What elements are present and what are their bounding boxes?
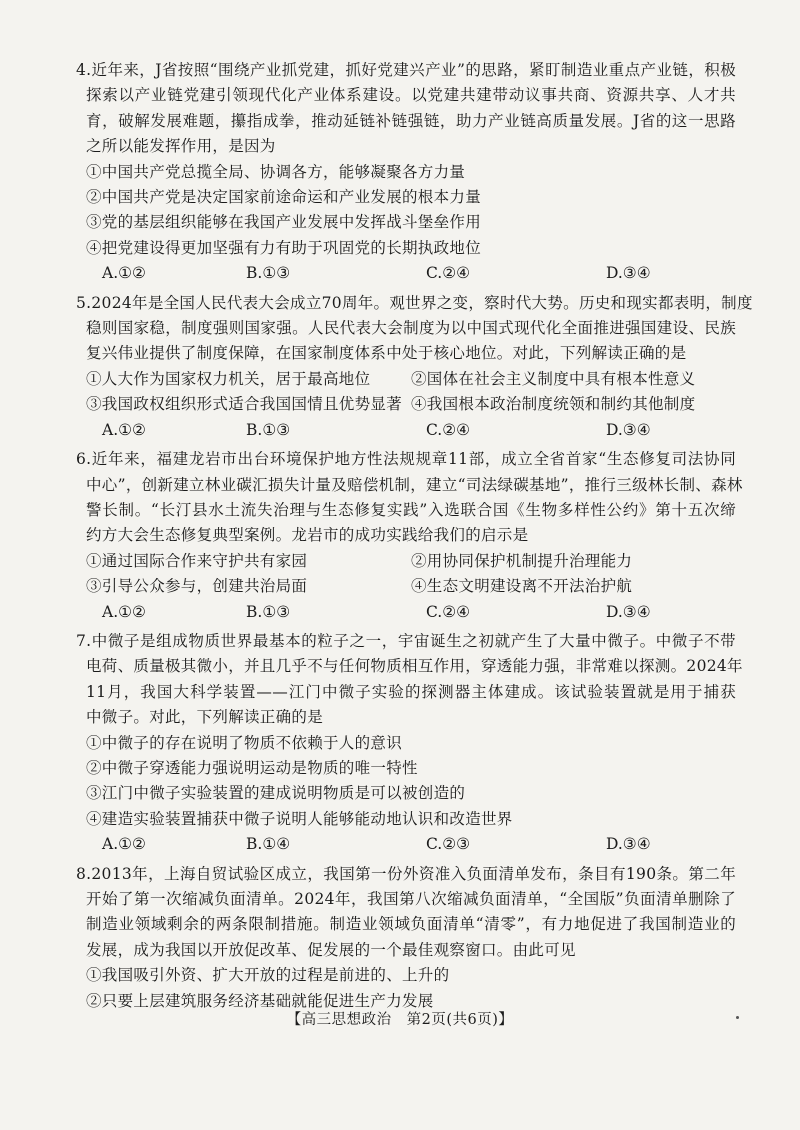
- option-item: ②中微子穿透能力强说明运动是物质的唯一特性: [86, 758, 418, 777]
- choice-a: A.①②: [102, 602, 146, 621]
- question-stem: [76, 58, 736, 160]
- choice-c: C.②④: [426, 420, 471, 439]
- option-item: ②中国共产党是决定国家前途命运和产业发展的根本力量: [86, 188, 482, 207]
- option-row: [86, 549, 736, 574]
- option-item: ③党的基层组织能够在我国产业发展中发挥战斗堡垒作用: [86, 213, 482, 232]
- option-item: ③引导公众参与，创建共治局面: [86, 577, 308, 596]
- option-item: ④把党建设得更加坚强有力有助于巩固党的长期执政地位: [86, 238, 482, 257]
- choice-d: D.③④: [606, 602, 651, 621]
- answer-choices: [86, 600, 736, 625]
- option-row: [86, 367, 736, 392]
- choice-b: B.①③: [246, 264, 291, 283]
- stem-line: 探索以产业链党建引领现代化产业体系建设。以党建共建带动议事共商、资源共享、人才共: [86, 86, 736, 105]
- choice-c: C.②④: [426, 264, 471, 283]
- option-item: ②用协同保护机制提升治理能力: [411, 551, 633, 570]
- stem-line: 中心”，创新建立林业碳汇损失计量及赔偿机制，建立“司法绿碳基地”，推行三级林长制、森林: [86, 475, 743, 494]
- option-row: [86, 574, 736, 599]
- stem-line: 11月，我国大科学装置——江门中微子实验的探测器主体建成。该试验装置就是用于捕获: [86, 682, 736, 701]
- choice-b: B.①③: [246, 420, 291, 439]
- option-item: ③江门中微子实验装置的建成说明物质是可以被创造的: [86, 784, 466, 803]
- stem-line: 制造业领域剩余的两条限制措施。制造业领域负面清单“清零”，有力地促进了我国制造业的: [86, 915, 736, 934]
- stem-line: 之所以能发挥作用，是因为: [86, 137, 276, 156]
- stem-line: 发展，成为我国以开放促改革、促发展的一个最佳观察窗口。由此可见: [86, 940, 576, 959]
- question-8: [76, 862, 736, 1014]
- option-item: ①人大作为国家权力机关，居于最高地位: [86, 369, 371, 388]
- stem-line: 开始了第一次缩减负面清单。2024年，我国第八次缩减负面清单，“全国版”负面清单删除了: [86, 890, 736, 908]
- question-7: [76, 629, 743, 858]
- question-6: [76, 447, 743, 625]
- choice-c: C.②③: [426, 835, 471, 854]
- option-item: ①中国共产党总揽全局、协调各方，能够凝聚各方力量: [86, 162, 466, 181]
- option-item: ④建造实验装置捕获中微子说明人能够能动地认识和改造世界: [86, 809, 513, 828]
- stem-line: 电荷、质量极其微小，并且几乎不与任何物质相互作用，穿透能力强，非常难以探测。2024年: [86, 657, 743, 676]
- question-4: [76, 58, 736, 287]
- stem-line: 警长制。“长汀县水土流失治理与生态修复实践”入选联合国《生物多样性公约》第十五次缔: [86, 500, 736, 519]
- stem-line: 6.近年来，福建龙岩市出台环境保护地方性法规规章11部，成立全省首家“生态修复司法协同: [76, 450, 736, 469]
- question-stem: [76, 291, 753, 367]
- stem-line: 8.2013年，上海自贸试验区成立，我国第一份外资准入负面清单发布，条目有190条。第二年: [76, 864, 736, 883]
- choice-d: D.③④: [606, 420, 651, 439]
- question-5: [76, 291, 753, 443]
- choice-b: B.①③: [246, 602, 291, 621]
- page-footer: 【高三思想政治 第2页(共6页)】: [286, 1012, 514, 1028]
- question-stem: [76, 629, 743, 731]
- choice-a: A.①②: [102, 835, 146, 854]
- stem-line: 约方大会生态修复典型案例。龙岩市的成功实践给我们的启示是: [86, 526, 529, 545]
- option-item: ③我国政权组织形式适合我国国情且优势显著: [86, 395, 403, 414]
- option-item: ④生态文明建设离不开法治护航: [411, 577, 633, 596]
- stem-line: 育，破解发展难题，攥指成拳，推动延链补链强链，助力产业链高质量发展。J省的这一思路: [86, 111, 736, 130]
- stem-line: 稳则国家稳，制度强则国家强。人民代表大会制度为以中国式现代化全面推进强国建设、民族: [86, 319, 736, 338]
- stem-line: 5.2024年是全国人民代表大会成立70周年。观世界之变，察时代大势。历史和现实都表明，制度: [76, 293, 753, 312]
- answer-choices: [86, 418, 736, 443]
- option-item: ①中微子的存在说明了物质不依赖于人的意识: [86, 733, 403, 752]
- stem-line: 中微子。对此，下列解读正确的是: [86, 708, 324, 727]
- scan-mark: [736, 1016, 739, 1019]
- question-stem: [76, 862, 736, 964]
- answer-choices: [86, 261, 736, 286]
- stem-line: 4.近年来，J省按照“围绕产业抓党建，抓好党建兴产业”的思路，紧盯制造业重点产业链，积极: [76, 61, 736, 79]
- option-item: ②只要上层建筑服务经济基础就能促进生产力发展: [86, 991, 434, 1010]
- answer-choices: [86, 832, 736, 857]
- choice-b: B.①④: [246, 835, 291, 854]
- option-item: ①通过国际合作来守护共有家园: [86, 551, 308, 570]
- question-stem: [76, 447, 743, 549]
- option-item: ②国体在社会主义制度中具有根本性意义: [411, 369, 696, 388]
- choice-c: C.②④: [426, 602, 471, 621]
- choice-a: A.①②: [102, 264, 146, 283]
- choice-d: D.③④: [606, 264, 651, 283]
- stem-line: 复兴伟业提供了制度保障，在国家制度体系中处于核心地位。对此，下列解读正确的是: [86, 344, 687, 363]
- choice-a: A.①②: [102, 420, 146, 439]
- option-row: [86, 392, 736, 417]
- option-item: ④我国根本政治制度统领和制约其他制度: [411, 395, 696, 414]
- stem-line: 7.中微子是组成物质世界最基本的粒子之一，宇宙诞生之初就产生了大量中微子。中微子不带: [76, 631, 736, 650]
- option-item: ①我国吸引外资、扩大开放的过程是前进的、上升的: [86, 966, 450, 985]
- choice-d: D.③④: [606, 835, 651, 854]
